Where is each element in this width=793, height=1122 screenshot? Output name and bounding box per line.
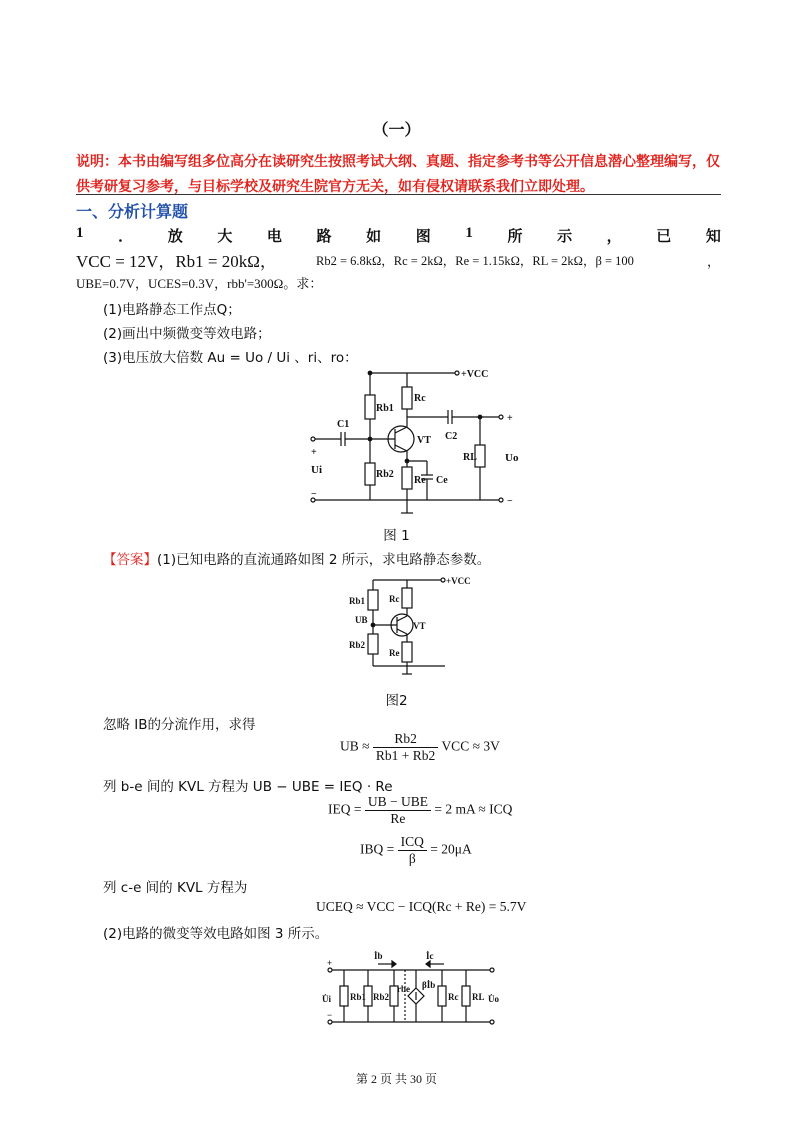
resistor-rc: [402, 387, 412, 409]
given-values-3: UBE=0.7V，UCES=0.3V，rbb'=300Ω。求：: [76, 276, 323, 291]
label-c2: C2: [445, 431, 458, 442]
svg-text:rbe: rbe: [397, 984, 410, 994]
svg-text:UB: UB: [355, 615, 368, 625]
label-c1: C1: [337, 419, 350, 430]
svg-text:İc: İc: [426, 951, 434, 961]
label-rb2: Rb2: [376, 469, 394, 480]
svg-text:Rb1: Rb1: [350, 992, 367, 1002]
svg-text:Rb1: Rb1: [349, 596, 366, 606]
question-item-1: (1)电路静态工作点Q；: [103, 302, 241, 318]
svg-text:+: +: [507, 413, 513, 424]
question-item-2: (2)画出中频微变等效电路；: [103, 326, 271, 342]
equation-ibq: IBQ = $\frac{\text{ICQ}}{\beta}$ = 20μA: [360, 834, 472, 866]
given-values-1: VCC = 12V，Rb1 = 20kΩ，: [76, 252, 277, 271]
resistor-rl: [462, 986, 470, 1006]
svg-text:U̇o: U̇o: [488, 994, 499, 1004]
label-rl: RL: [463, 452, 477, 463]
svg-text:βİb: βİb: [422, 980, 436, 990]
svg-text:Rc: Rc: [448, 992, 459, 1002]
svg-text:+: +: [327, 958, 333, 968]
resistor-re: [402, 467, 412, 489]
svg-text:İb: İb: [374, 951, 383, 961]
question-heading: 1 ． 放 大 电 路 如 图 1 所 示 ， 已 知: [76, 225, 721, 245]
svg-text:Re: Re: [389, 648, 400, 658]
question-number: 1: [76, 225, 84, 241]
resistor-rb2: [368, 634, 378, 654]
svg-text:Rc: Rc: [389, 594, 400, 604]
label-uo: Uo: [505, 452, 519, 464]
label-vt: VT: [417, 435, 431, 446]
equation-uceq: UCEQ ≈ VCC − ICQ(Rc + Re) = 5.7V: [316, 899, 527, 914]
resistor-rc: [438, 986, 446, 1006]
answer-intro: 【答案】(1)已知电路的直流通路如图 2 所示，求电路静态参数。: [103, 552, 491, 568]
equation-ieq: IEQ = $\frac{\text{UB − UBE}}{Re}$ = 2 mA ≈ ICQ: [328, 794, 513, 826]
resistor-rb1: [368, 590, 378, 610]
figure-2-caption: 图2: [385, 693, 408, 709]
label-ce: Ce: [436, 475, 448, 486]
svg-text:Rb2: Rb2: [373, 992, 390, 1002]
figure-2-circuit: [345, 572, 480, 677]
resistor-re: [402, 642, 412, 662]
figure-1-circuit: [305, 365, 525, 520]
svg-text:+: +: [311, 447, 317, 458]
svg-text:U̇i: U̇i: [322, 994, 331, 1004]
disclaimer-notice: 说明：本书由编写组多位高分在读研究生按照考试大纲、真题、指定参考书等公开信息潜心整理编写，仅供考研复习参考，与目标学校及研究生院官方无关，如有侵权请联系我们立即处理。: [76, 154, 720, 195]
label-rc: Rc: [414, 393, 426, 404]
ignore-ib-text: 忽略 IB的分流作用，求得: [103, 717, 256, 733]
equation-ub: UB ≈ $\frac{Rb2}{Rb1 + Rb2}$ VCC ≈ 3V: [340, 731, 500, 763]
answer-tag: 【答案】: [103, 552, 157, 568]
given-values-2: Rb2 = 6.8kΩ，Rc = 2kΩ，Re = 1.15kΩ，RL = 2kΩ，β = 100: [316, 254, 634, 268]
resistor-rc: [402, 588, 412, 608]
svg-text:−: −: [507, 496, 513, 507]
divider: [76, 194, 721, 195]
kvl-ce-text: 列 c-e 间的 KVL 方程为: [103, 880, 248, 896]
figure-3-equivalent-circuit: [318, 948, 504, 1030]
resistor-rb2: [365, 463, 375, 485]
svg-text:+VCC: +VCC: [446, 576, 471, 586]
label-vcc: +VCC: [461, 369, 489, 380]
svg-text:Rb2: Rb2: [349, 640, 366, 650]
section-heading: 一、分析计算题: [76, 202, 189, 221]
svg-text:−: −: [327, 1010, 333, 1020]
part-2-text: (2)电路的微变等效电路如图 3 所示。: [103, 926, 329, 942]
page-title: （一）: [372, 120, 421, 139]
figure-1-caption: 图 1: [383, 528, 410, 544]
label-ui: Ui: [311, 464, 322, 476]
svg-text:−: −: [311, 489, 317, 500]
label-re: Re: [414, 475, 426, 486]
resistor-rb1: [365, 395, 375, 419]
svg-text:RL: RL: [472, 992, 485, 1002]
page-footer: 第 2 页 共 30 页: [355, 1072, 437, 1086]
kvl-be-text: 列 b-e 间的 KVL 方程为 UB − UBE = IEQ · Re: [103, 779, 393, 795]
resistor-rb1: [340, 986, 348, 1006]
question-item-3: (3)电压放大倍数 Au = Uo / Ui 、ri、ro：: [103, 350, 358, 366]
svg-text:VT: VT: [413, 621, 426, 631]
label-rb1: Rb1: [376, 403, 394, 414]
